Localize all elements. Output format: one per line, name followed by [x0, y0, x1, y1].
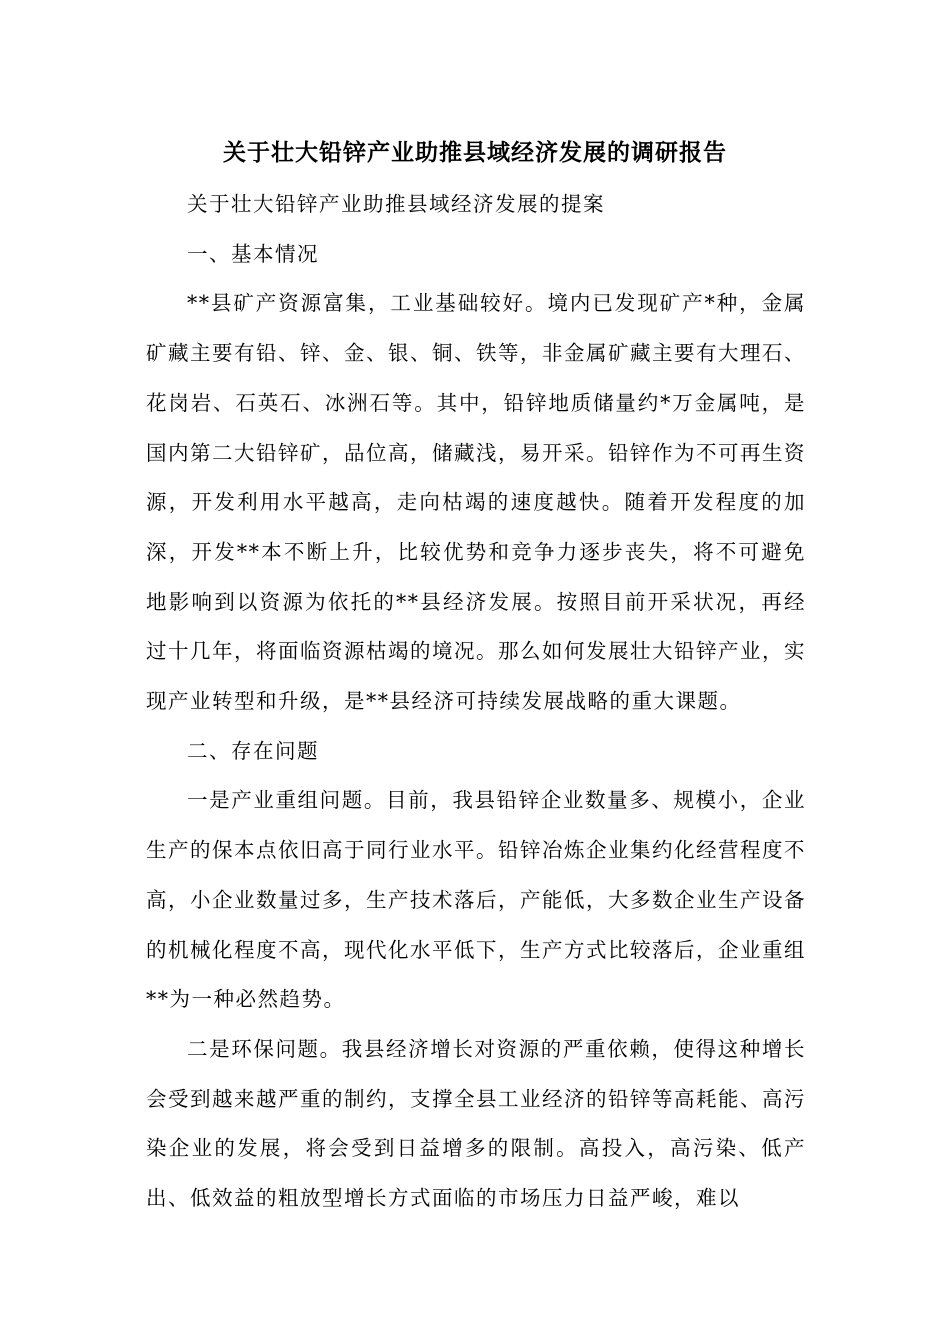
proposal-subtitle: 关于壮大铅锌产业助推县域经济发展的提案: [187, 192, 605, 216]
paragraph-industry-restructuring: 一是产业重组问题。目前，我县铅锌企业数量多、规模小，企业生产的保本点依旧高于同行业水平。铅锌冶炼企业集约化经营程度不高，小企业数量过多，生产技术落后，产能低，大多数企业生产设备的机械化程度不高，现代化水平低下，生产方式比较落后，企业重组**为一种必然趋势。: [146, 788, 806, 1012]
section-heading-basic-situation: 一、基本情况: [187, 241, 319, 266]
paragraph-basic-situation: **县矿产资源富集，工业基础较好。境内已发现矿产*种，金属矿藏主要有铅、锌、金、银、铜、铁等，非金属矿藏主要有大理石、花岗岩、石英石、冰洲石等。其中，铅锌地质储量约*万金属吨，是国内第二大铅锌矿，品位高，储藏浅，易开采。铅锌作为不可再生资源，开发利用水平越高，走向枯竭的速度越快。随着开发程度的加深，开发**本不断上升，比较优势和竞争力逐步丧失，将不可避免地影响到以资源为依托的**县经济发展。按照目前开采状况，再经过十几年，将面临资源枯竭的境况。那么如何发展壮大铅锌产业，实现产业转型和升级，是**县经济可持续发展战略的重大课题。: [146, 291, 806, 714]
document-title: 关于壮大铅锌产业助推县域经济发展的调研报告: [223, 139, 727, 166]
section-heading-existing-problems: 二、存在问题: [187, 738, 319, 763]
document-body: [146, 180, 806, 1224]
paragraph-environmental-protection: 二是环保问题。我县经济增长对资源的严重依赖，使得这种增长会受到越来越严重的制约，支撑全县工业经济的铅锌等高耗能、高污染企业的发展，将会受到日益增多的限制。高投入，高污染、低产出、低效益的粗放型增长方式面临的市场压力日益严峻，难以: [146, 1036, 806, 1211]
